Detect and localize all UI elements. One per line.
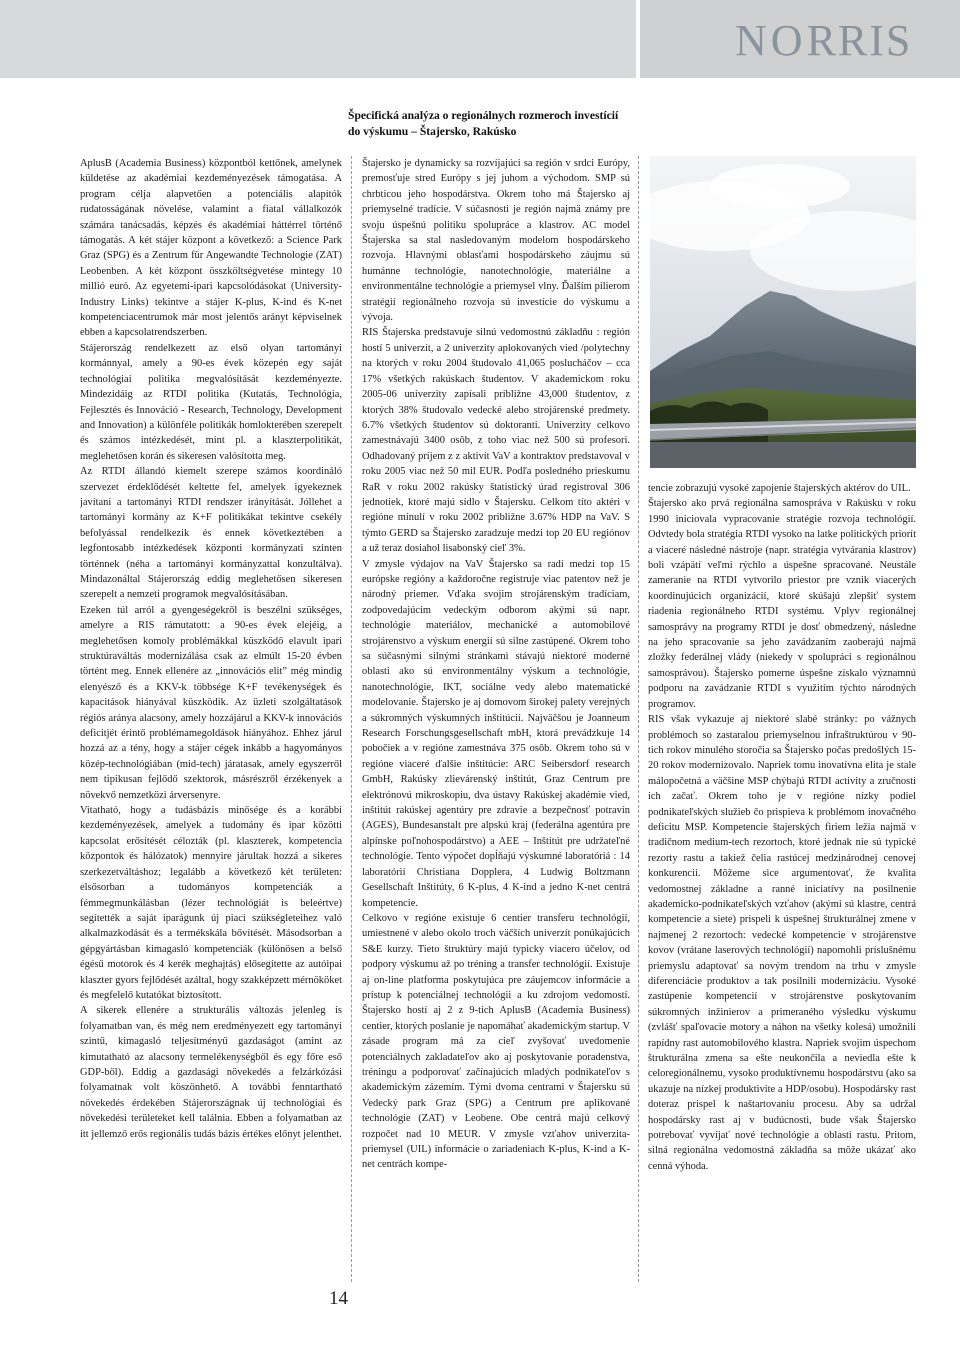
paragraph: RIS Štajerska predstavuje silnú vedomostnú základňu : región hostí 5 univerzít, a 2 univerzity aplokovaných vied /polytechny na ktorých v roku 2004 študovalo 41,065 poslucháčov – cca 17% všetkých rakúskach študentov. V akademickom roku 2005-06 univerzity zapísali približne 43,000 študentov, z ktorých 38% študovalo vedecké alebo strojárenské predmety. 6.7% všetkých študentov sú doktoranti. Univerzity celkovo zamestnávajú 3400 osôb, z toho viac než 500 sú profesori. Odhadovaný príjem z z aktivít VaV a kontraktov predstavoval v roku 2005 viac než 50 mil EUR. Podľa posledného prieskumu RaR v roku 2002 rakúsky štatistický úrad registroval 306 jednotiek, ktoré majú sídlo v Štajersku. Celkom títo aktéri v regióne minulí v roku 2002 približne 3.67% HDP na VaV. S týmto GERD sa Štajersko zaradzuje medzi top 20 EU regiónov a už teraz dosiahol lisabonský cieľ 3%. bbox=[362, 327, 630, 555]
logo-letters-rris: RRIS bbox=[806, 15, 913, 65]
page-title: Špecifická analýza o regionálnych rozmeroch investícií do výskumu – Štajersko, Rakúsko bbox=[348, 109, 619, 138]
header-band-left bbox=[0, 0, 636, 78]
column-right bbox=[648, 481, 916, 1261]
column-middle bbox=[362, 156, 630, 1281]
paragraph: Ezeken túl arról a gyengeségekről is beszélni szükséges, amelyre a RIS rámutatott: a 90-es évek elejéig, a meglehetősen komoly problémákkal küszködő elavult ipari struktúraváltás modernizálása csak az elmúlt 15-20 évben történt meg. Ennek ellenére az „innovációs elit” még mindig elenyésző és a KKV-k többsége K+F tevékenységek és kapacitások hiányával küszködik. Az üzleti szolgáltatások régiós aránya alacsony, amely hozzájárul a KKV-k innovációs deficitjét érintő problémamegoldások hiányához. Ehhez járul hozzá az a tény, hogy a stájer cégek inkább a hagyományos közép-technológiában (mid-tech) járatasak, amely egyszerről nem tipikusan fejlődő szektorok, másrészről érzékenyek a növekvő nemzetközi árversenyre. bbox=[80, 604, 342, 801]
paragraph: Štajersko je dynamicky sa rozvíjajúci sa región v srdci Európy, premosťuje stred Európy s jej juhom a východom. SMP sú chrbticou jeho hospodárstva. Okrem toho má Štajersko aj priemyselné tradície. V súčasnosti je región najmä známy pre svoju úspešnú politiku spolupráce a klastrov. AC model Štajerska sa stal nasledovaným modelom hospodárskeho rozvoja. Hlavnými oblasťami hospodárskeho záujmu sú humánne technológie, nanotechnológie, materiálne a environmentálne technológie a priemysel vlny. Ďalším pilierom stratégií regionálneho rozvoja sú investície do výskumu a vývoja. bbox=[362, 158, 630, 324]
paragraph: V zmysle výdajov na VaV Štajersko sa radí medzi top 15 európske regióny a každoročne registruje viac patentov než je národný priemer. Vďaka svojim strojárenským tradíciam, zodpovedajúcim vedeckým odborom akými sú napr. technológie materiálov, mechanické a automobilové strojárenstvo a výskum energií sú silne zastúpené. Okrem toho sa súčasnými silnými stránkami stávajú niektoré moderné oblasti ako sú environmentálny výskum a technológie, nanotechnológie, IKT, sociálne vedy alebo matematické modelovanie. Štajersko je aj domovom širokej palety verejných a súkromných výskumných inštitúcií. Najväčšou je Joanneum Research Forschungsgesellschaft mbH, ktorá prevádzkuje 14 pobočiek a v regióne zamestnáva 375 osôb. Okrem toho sú v regióne viaceré ďalšie inštitúcie: ARC Seibersdorf research GmbH, Rakúsky zlievárenský inštitút, Graz Centrum pre elektrónovú mikroskopiu, dva ústavy Rakúskej akadémie vied, inštitút rakúskej agentúry pre zdravie a bezpečnosť potravín (AGES), Bundesanstalt pre alpskú kraj (federálna agentúra pre alpínske poľnohospodárstvo) a AEE – Inštitút pre udržateľné technológie. Tento výpočet dopĺňajú výskumné laboratóriá : 14 laboratórií Christiana Dopplera, 4 Ludwig Boltzmann Gesellschaft Inštitúty, 6 K-plus, 4 K-ind a jedno K-net centrá kompetencie. bbox=[362, 558, 630, 909]
paragraph: AplusB (Academia Business) központból kettőnek, amelynek küldetése az akadémiai kezdeményezések támogatása. A program célja alapvetően a potenciális alapítók rudatosságának növelése, valamint a fiatal vállalkozók számára tanácsadás, képzés és akadémiai háttérrel történő támogatás. A két stájer központ a következő: a Science Park Graz (SPG) és a Zentrum für Angewandte Technologie (ZAT) Leobenben. A két központ összköltségvetése mintegy 10 millió euró. Az egyetemi-ipari kapcsolódásokat (University-Industry Links) tekintve a stájer K-plus, K-ind és K-net kompetenciacentrumok már most jelentős arányt képviselnek ebben a kapcsolatrendszerben. bbox=[80, 158, 342, 339]
logo-letter-n: N bbox=[735, 15, 769, 65]
paragraph: Štajersko ako prvá regionálna samospráva v Rakúsku v roku 1990 iniciovala vypracovanie stratégie rozvoja technológií. Odvtedy bola stratégia RTDI vysoko na latke politických priorít a viaceré následné nástroje (napr. stratégia vytvárania klastrov) boli vzápätí veľmi rýchlo a úspešne spracované. Neustále zameranie na RTDI vytvorilo priestor pre vznik viacerých koordinujúcich organizácií, ktoré skúšajú zlepšiť system riadenia regionálneho RTDI systému. Vplyv regionálnej samosprávy na programy RTDI je dosť obmedzený, následne na jeho spracovanie sa jeho zavádzaním zaoberajú najmä zložky federálnej vlády (niekedy v spolupráci s regionálnou samosprávou). Štajersko pomerne úspešne získalo významnú podporu na zavádzanie RTDI s využitím týchto národných programov. bbox=[648, 498, 916, 710]
column-divider-left bbox=[351, 156, 352, 1282]
paragraph: Az RTDI állandó kiemelt szerepe számos koordináló szervezet érdeklődését keltette fel, amelyek igyekeznek javítani a tartományi RTDI rendszer irányítását. Jóllehet a tartományi kormány az K+F politikákat tekintve csekély befolyással rendelkezik és ennek következtében a legfontosabb intézkedések központi kormányzati szinten történnek (néha a tartományi kormányzattal konzultálva). Mindazonáltal Stájerország eddig meglehetősen sikeresen szerepelt a nemzeti programok megvalósításában. bbox=[80, 466, 342, 601]
mountain-landscape-icon bbox=[650, 156, 916, 468]
column-left bbox=[80, 156, 342, 1236]
norris-logo bbox=[735, 10, 912, 70]
paragraph: A sikerek ellenére a strukturális változás jelenleg is folyamatban van, és még nem eredményezett egy tartományi szintű, kimagasló teljesítményű gazdaságot (amint az kimutatható az alacsony termelékenységből és egy főre eső GDP-ből). Eddig a gazdasági növekedés a felzárkózási folyamatnak volt köszönhető. A további fenntartható növekedés érdekében Stájerországnak új technológiai és növekedési területeket kell találnia. Ebben a folyamatban az itt jellemző erős regionális tudás bázis értékes előnyt jelenthet. bbox=[80, 1005, 342, 1140]
mountain-landscape-photo bbox=[650, 156, 916, 468]
page-number: 14 bbox=[329, 1288, 348, 1309]
paragraph: tencie zobrazujú vysoké zapojenie štajerských aktérov do UIL. bbox=[648, 483, 911, 494]
paragraph: Vitatható, hogy a tudásbázis minősége és a korábbi kezdeményezések, amelyek a tudomány és ipar közötti kapcsolat erősítését célozták (pl. klaszterek, kompetencia központok és hálózatok) mennyire járultak hozzá a sikeres szerkezetváltáshoz; legalább a következő két területen: elsősorban a tudományos kompetenciák a fémmegmunkálásban (lézer technológiát is beleértve) segítették a saját iparágunk új piaci szükségleteihez való alkalmazkodását és a termékskála bővítését. Másodsorban a gépgyártásban kimagasló kompetenciák (különösen a belső égésű motorok és 4 kerék meghajtás) elősegítette az autóipai klaszter gyors fejlődését azáltal, hogy szakképzett mérnököket és megfelelő kutatókat biztosított. bbox=[80, 805, 342, 1001]
paragraph: RIS však vykazuje aj niektoré slabé stránky: po vážnych problémoch so zastaralou priemyselnou infraštruktúrou v 90-tich rokov minulého storočia sa Štajersko počas predošlých 15-20 rokov modernizovalo. Napriek tomu inovatívna elita je stale málopočetná a väčšine MSP chýbajú RTDI activity a zručnosti ich začať. Okrem toho je v regióne nízky podiel podnikateľských služieb čo prispieva k problémom inovačného deficitu MSP. Kompetencie štajerských firiem ležia najmä v tradičnom medium-tech rezortoch, ktoré jednak nie sú typické rezorty rastu a takiež čelia rastúcej medzinárodnej cenovej konkurencii. Môžeme sice argumentovať, že kvalita vedomostnej základne a ranné iniciatívy na posilnenie akademicko-podnikateľských vzťahov (akými sú klastre, centrá kompetencie a siete) prispeli k úspešnej štrukturálnej zmene v najmenej 2 rezortoch: vedecké kompetencie v strojárenstve kovov (vrátane laserových technológií) napomohli príslušnému priemyslu adaptovať sa novým trendom na trhu v zmysle diferenciácie produktov a tak posilnili modernizáciu. Vysoké zastúpenie kompetencií v strojárenstve poskytovaním súkromných inžinierov a primeraného výsledku výskumu (zvlášť spaľovacie motory a náhon na všetky kolesá) umožnili rapídny rast automobilového klastra. Napriek svojim úspechom štrukturálna zmena sa ešte neukončila a neviedla ešte k celoregionálnemu, vysoko produktívnemu hospodárstvu (ako sa ukazuje na nízkej produktivite a HDP/osobu). Hospodársky rast doteraz prispel k naštartovaniu procesu. Aby sa udržal hospodársky rast aj v budúcnosti, bude však Štajersko potrebovať vyvíjať nové technológie a oblasti rastu. Pritom, silná regionálna vedomostná základňa sa môže ukázať ako cenná výhoda. bbox=[648, 714, 916, 1172]
column-divider-right bbox=[638, 156, 639, 1282]
paragraph: Stájerország rendelkezett az első olyan tartományi kormánnyal, amely a 90-es évek közepén egy saját technológiai politika megvalósítását kezdeményezte. Mindezidáig az RTDI politika (Kutatás, Technológia, Fejlesztés és Innováció - Research, Technology, Development and Innovation) a különféle politikák homlokterében szerepelt és számos intézkedését, mint pl. a klaszterpolitikát, meglehetősen korán és sikeresen valósította meg. bbox=[80, 342, 342, 462]
logo-letter-o: O bbox=[770, 15, 805, 65]
paragraph: Celkovo v regióne existuje 6 centier transferu technológií, umiestnené v alebo okolo troch väčších univerzít ponúkajúcich S&E kurzy. Tieto štruktúry majú typicky viacero účelov, od podpory výskumu až po tréning a transfer technológií. Existuje aj on-line platforma poskytujúca pre záujemcov informácie a prístup k potenciálnej technológii a ku zdrojom vedomostí. Štajersko hostí aj 2 z 9-tich AplusB (Academia Business) centier, ktorých poslanie je napomáhať akademickým startup. V zásade program má za cieľ zvyšovať uvedomenie potenciálnych zakladateľov ako aj poskytovanie poradenstva, tréningu a podporovať začínajúcich mladých podnikateľov s akademickým zázemím. Tými dvoma centrami v Štajersku sú Vedecký park Graz (SPG) a Centrum pre aplikované technológie (ZAT) v Leobene. Obe centrá majú celkový rozpočet nad 10 MEUR. V zmysle vzťahov univerzita-priemysel (UIL) informácie o zariadeniach K-plus, K-ind a K-net centrách kompe- bbox=[362, 912, 630, 1171]
